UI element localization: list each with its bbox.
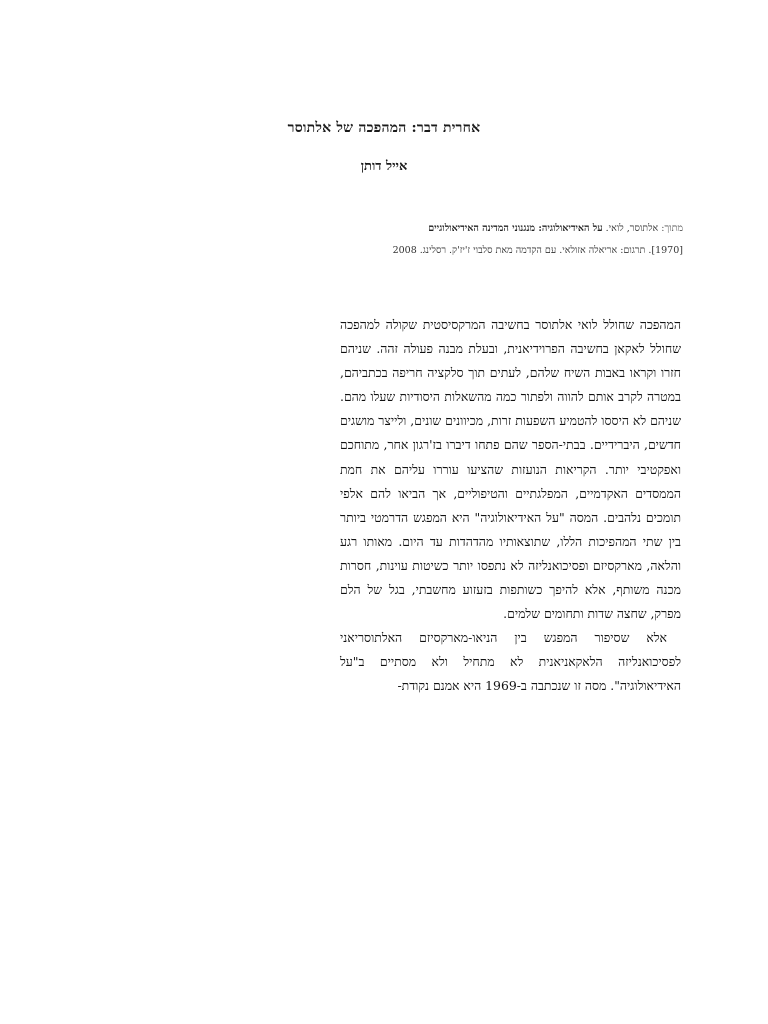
paragraph-2: אלא שסיפור המפגש בין הניאו-מארקסיזם האלתוסריאני לפסיכואנליזה הלאקאניאנית לא מתחיל ולא מסתיים ב"על האידיאולוגיה". מסה זו שנכתבה ב-1969 היא אמנם נקודת-: [340, 630, 681, 694]
source-line-1: [325, 218, 683, 240]
author-name: אייל דותן: [360, 159, 408, 174]
document-title: אחרית דבר: המהפכה של אלתוסר: [287, 120, 481, 136]
body-text: [340, 313, 681, 699]
source-line-2: [1970]. תרגום: אריאלה אזולאי. עם הקדמה מאת סלבוי ז'יז'ק. רסלינג. 2008: [392, 245, 683, 256]
source-author: אלתוסר, לואי.: [605, 223, 659, 234]
source-book-title: על האידיאולוגיה: מנגנוני המדינה האידיאולוגיים: [428, 223, 603, 234]
source-from-label: מתוך:: [661, 223, 683, 234]
paragraph-1: המהפכה שחולל לואי אלתוסר בחשיבה המרקסיסטית שקולה למהפכה שחולל לאקאן בחשיבה הפרוידיאנית, ובעלת מבנה פעולה זהה. שניהם חזרו וקראו באבות השיח שלהם, לעתים תוך סלקציה חריפה בכתביהם, במטרה לקרב אותם להווה ולפתור כמה מהשאלות היסודיות שעלו מהם. שניהם לא היססו להטמיע השפעות זרות, מכיוונים שונים, ולייצר מושגים חדשים, היברידיים. בבתי-הספר שהם פתחו דיברו בז'רגון אחר, מתוחכם ואפקטיבי יותר. הקריאות הנועזות שהציעו עוררו עליהם את חמת הממסדים האקדמיים, המפלגתיים והטיפוליים, אך הביאו להם אלפי תומכים נלהבים. המסה "על האידיאולוגיה" היא המפגש הדרמטי ביותר בין שתי המהפיכות הללו, שתוצאותיו מהדהדות עד היום. מאותו רגע והלאה, מארקסיזם ופסיכואנליזה לא נתפסו יותר כשיטות עוינות, חסרות מכנה משותף, אלא להיפך כשותפות בזעזוע מחשבתי, בגל של הלם מפרק, שחצה שדות ותחומים שלמים.: [340, 317, 681, 622]
source-citation: [325, 218, 683, 262]
